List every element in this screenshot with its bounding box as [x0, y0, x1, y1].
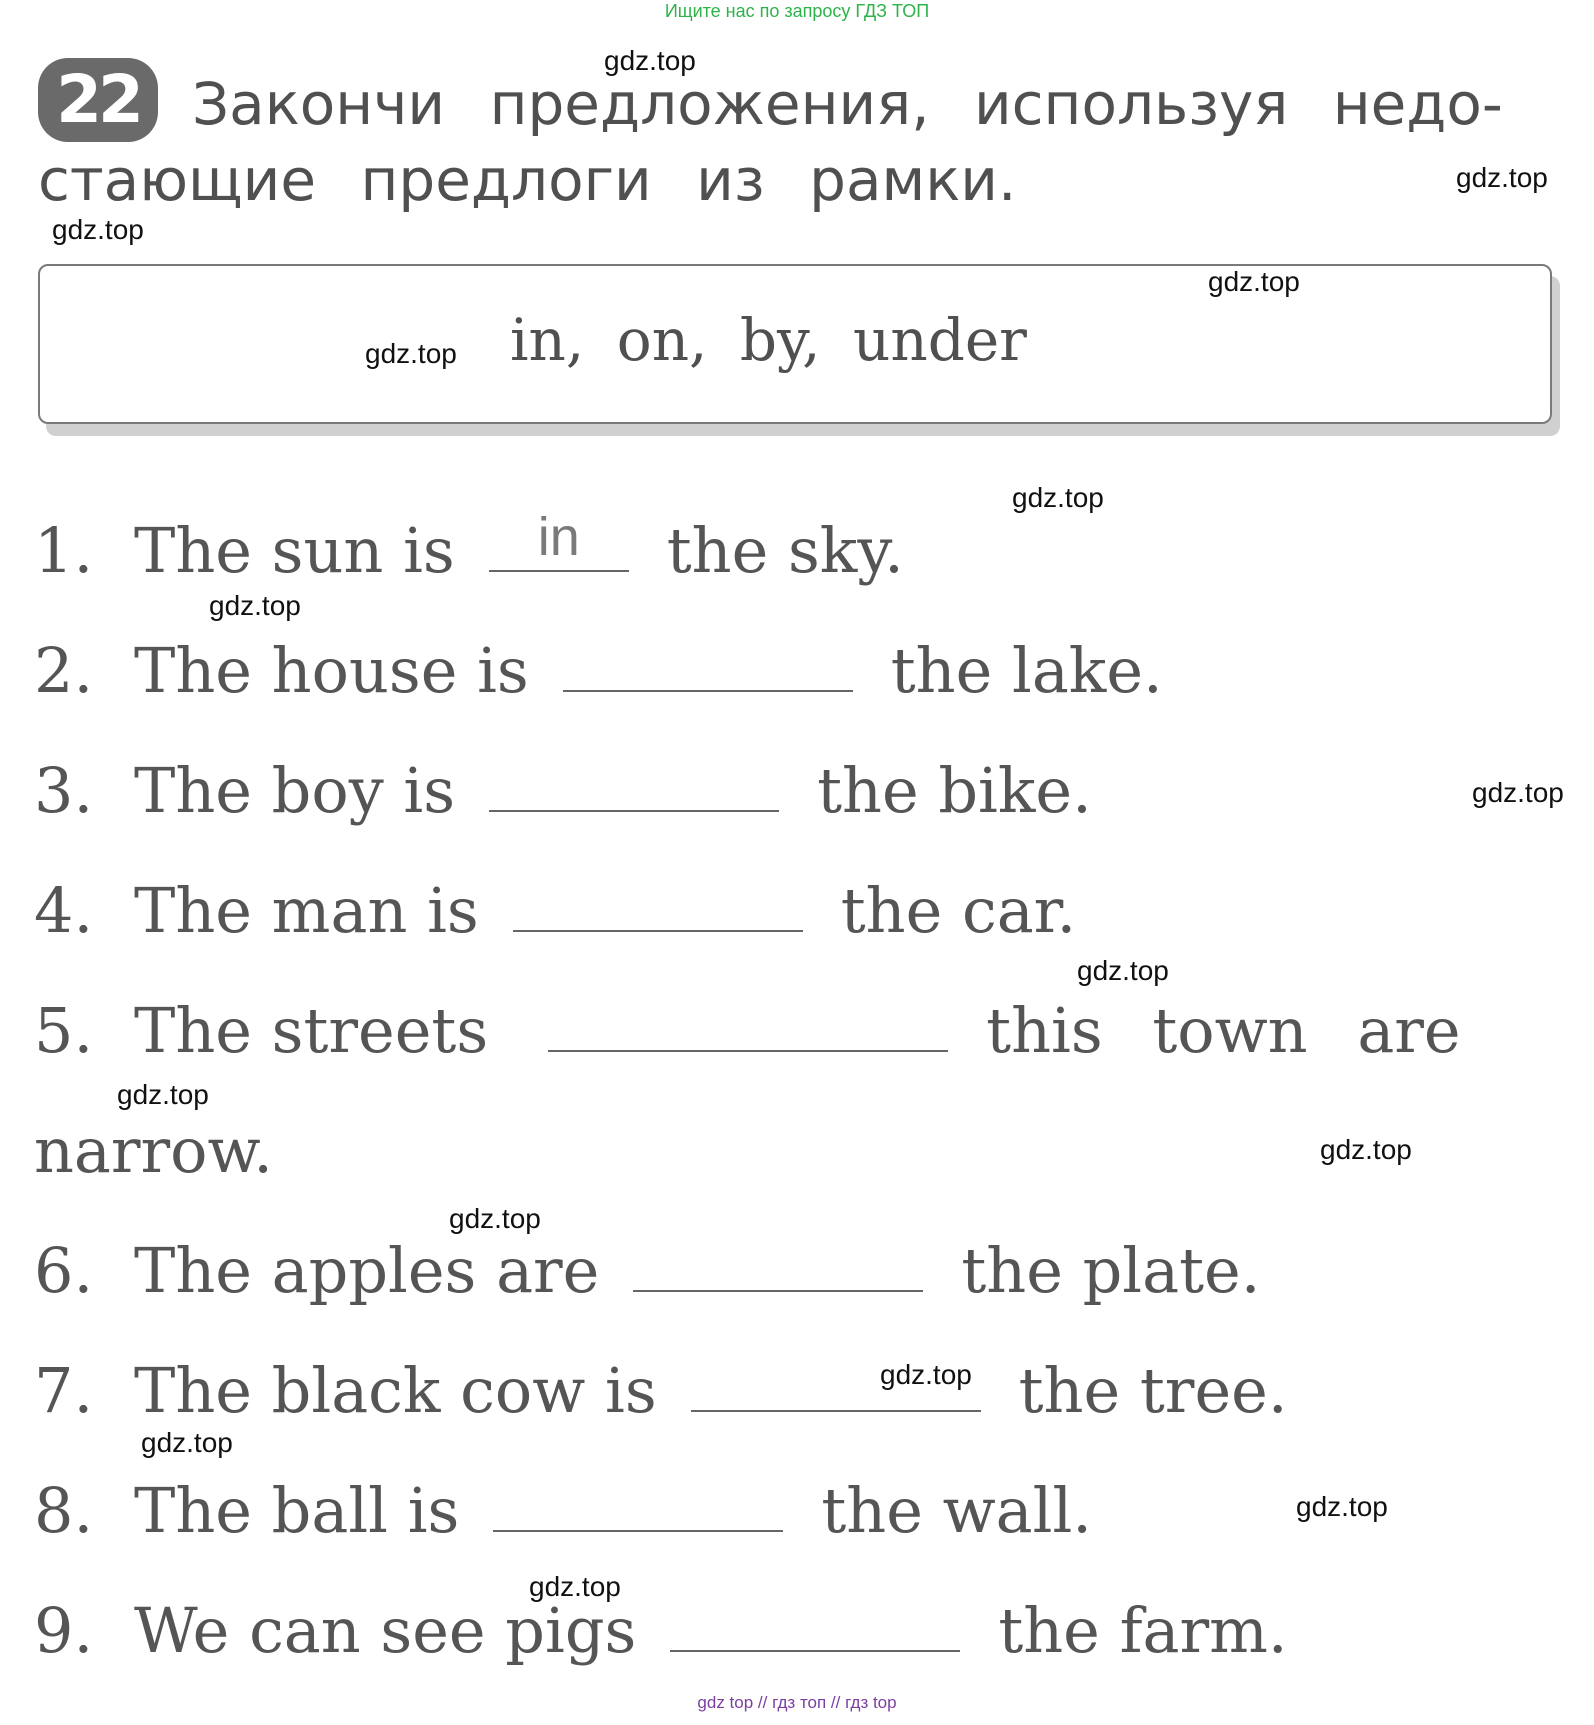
sentence-number: 8. — [34, 1474, 94, 1547]
sentence-after: the lake. — [890, 634, 1163, 707]
sentence-before: The boy is — [134, 754, 456, 827]
watermark: gdz.top — [1296, 1491, 1388, 1522]
sentence-5-continuation — [34, 1114, 273, 1194]
answer-blank[interactable] — [670, 1594, 960, 1652]
sentence-before: The house is — [134, 634, 529, 707]
watermark: gdz.top — [1012, 482, 1104, 513]
sentence-after: the wall. — [821, 1474, 1093, 1547]
answer-blank[interactable] — [548, 994, 948, 1052]
sentence-8 — [34, 1474, 1092, 1554]
top-notice-link[interactable]: Ищите нас по запросу ГДЗ ТОП — [664, 1, 930, 21]
sentence-after: the car. — [840, 874, 1077, 947]
watermark: gdz.top — [1077, 955, 1169, 986]
sentence-number: 1. — [34, 514, 94, 587]
handwritten-answer: in — [537, 507, 580, 567]
sentence-before: The sun is — [134, 514, 455, 587]
sentence-before: The black cow is — [134, 1354, 657, 1427]
watermark: gdz.top — [52, 214, 144, 245]
answer-blank[interactable] — [489, 754, 779, 812]
instruction-line-2: стающие предлоги из рамки. — [38, 146, 1017, 214]
answer-blank[interactable] — [633, 1234, 923, 1292]
sentence-before: The ball is — [134, 1474, 460, 1547]
sentence-continuation: narrow. — [34, 1114, 273, 1187]
watermark: gdz.top — [117, 1079, 209, 1110]
watermark: gdz.top — [604, 45, 696, 76]
sentence-after: the sky. — [666, 514, 904, 587]
sentence-number: 6. — [34, 1234, 94, 1307]
sentence-before: The apples are — [134, 1234, 600, 1307]
sentence-5 — [34, 994, 1461, 1074]
word-box-words: in, on, by, under — [510, 306, 1027, 374]
watermark: gdz.top — [365, 338, 457, 369]
sentence-after: this town are — [986, 994, 1461, 1067]
sentence-after: the bike. — [817, 754, 1092, 827]
watermark: gdz.top — [449, 1203, 541, 1234]
sentence-3 — [34, 754, 1092, 834]
answer-blank[interactable] — [563, 634, 853, 692]
watermark: gdz.top — [141, 1427, 233, 1458]
sentence-number: 3. — [34, 754, 94, 827]
footer-links[interactable]: gdz top // гдз топ // гдз top — [697, 1693, 897, 1712]
sentence-number: 2. — [34, 634, 94, 707]
watermark: gdz.top — [880, 1359, 972, 1390]
sentence-6 — [34, 1234, 1260, 1314]
answer-blank[interactable] — [513, 874, 803, 932]
sentence-before: The man is — [134, 874, 479, 947]
sentence-number: 7. — [34, 1354, 94, 1427]
sentence-1 — [34, 507, 904, 594]
watermark: gdz.top — [209, 590, 301, 621]
sentence-2 — [34, 634, 1163, 714]
watermark: gdz.top — [529, 1571, 621, 1602]
answer-blank[interactable] — [489, 507, 629, 572]
watermark: gdz.top — [1208, 266, 1300, 297]
sentence-7 — [34, 1354, 1288, 1434]
answer-blank[interactable] — [493, 1474, 783, 1532]
sentence-4 — [34, 874, 1076, 954]
sentence-after: the farm. — [998, 1594, 1288, 1667]
sentence-before: We can see pigs — [134, 1594, 637, 1667]
watermark: gdz.top — [1472, 777, 1564, 808]
instruction-line-1: Закончи предложения, используя недо- — [192, 70, 1503, 138]
watermark: gdz.top — [1320, 1134, 1412, 1165]
exercise-number-badge: 22 — [38, 58, 158, 142]
sentence-number: 4. — [34, 874, 94, 947]
sentence-number: 9. — [34, 1594, 94, 1667]
sentence-number: 5. — [34, 994, 94, 1067]
sentence-before: The streets — [134, 994, 489, 1067]
sentence-after: the plate. — [961, 1234, 1261, 1307]
sentence-after: the tree. — [1018, 1354, 1288, 1427]
watermark: gdz.top — [1456, 162, 1548, 193]
sentence-9 — [34, 1594, 1288, 1674]
